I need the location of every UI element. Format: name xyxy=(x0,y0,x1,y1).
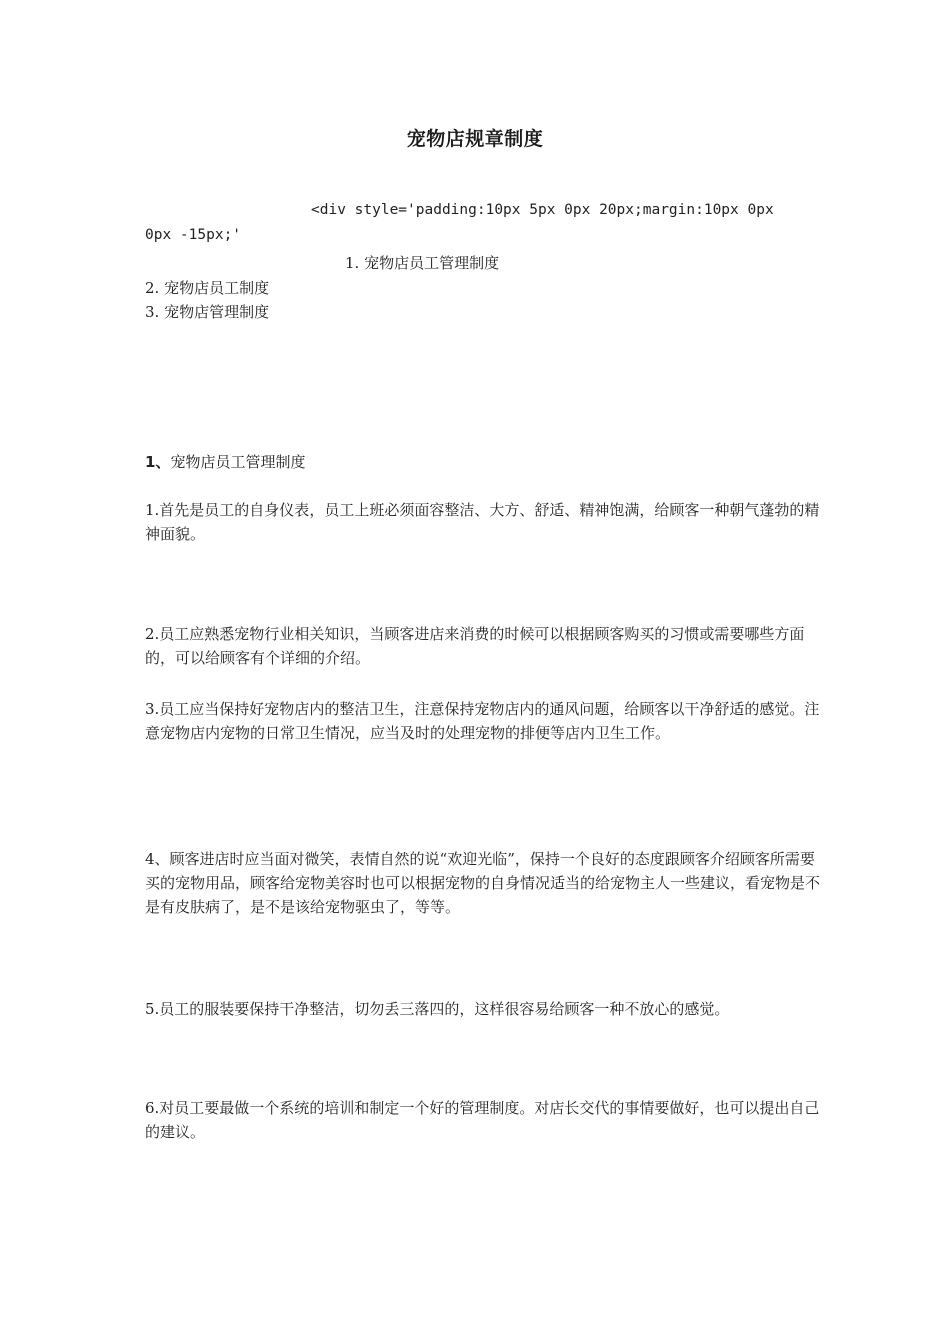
toc-item-1[interactable]: 1. 宠物店员工管理制度 xyxy=(345,254,500,272)
section-heading xyxy=(145,451,305,472)
paragraph-2: 2.员工应熟悉宠物行业相关知识，当顾客进店来消费的时候可以根据顾客购买的习惯或需要哪些方面的，可以给顾客有个详细的介绍。 xyxy=(145,625,805,667)
paragraph-6: 6.对员工要最做一个系统的培训和制定一个好的管理制度。对店长交代的事情要做好，也可以提出自己的建议。 xyxy=(145,1099,820,1141)
document-title: 宠物店规章制度 xyxy=(406,128,544,150)
paragraph-1: 1.首先是员工的自身仪表，员工上班必须面容整洁、大方、舒适、精神饱满，给顾客一种朝气蓬勃的精神面貌。 xyxy=(145,501,820,543)
paragraph-4: 4、顾客进店时应当面对微笑，表情自然的说“欢迎光临”，保持一个良好的态度跟顾客介绍顾客所需要买的宠物用品，顾客给宠物美容时也可以根据宠物的自身情况适当的给宠物主人一些建议，看宠物是不是有皮肤病了，是不是该给宠物驱虫了，等等。 xyxy=(145,850,821,916)
toc-item-2[interactable]: 2. 宠物店员工制度 xyxy=(145,279,270,297)
section-heading-text: 宠物店员工管理制度 xyxy=(170,453,306,471)
toc-item-3[interactable]: 3. 宠物店管理制度 xyxy=(145,303,270,321)
code-line-2: 0px -15px;' xyxy=(145,227,242,243)
paragraph-5: 5.员工的服装要保持干净整洁，切勿丢三落四的，这样很容易给顾客一种不放心的感觉。 xyxy=(145,1000,730,1018)
section-number: 1、 xyxy=(145,453,171,471)
code-line-1: <div style='padding:10px 5px 0px 20px;margin:10px 0px xyxy=(311,202,774,218)
paragraph-3: 3.员工应当保持好宠物店内的整洁卫生，注意保持宠物店内的通风问题，给顾客以干净舒适的感觉。注意宠物店内宠物的日常卫生情况，应当及时的处理宠物的排便等店内卫生工作。 xyxy=(145,700,820,742)
